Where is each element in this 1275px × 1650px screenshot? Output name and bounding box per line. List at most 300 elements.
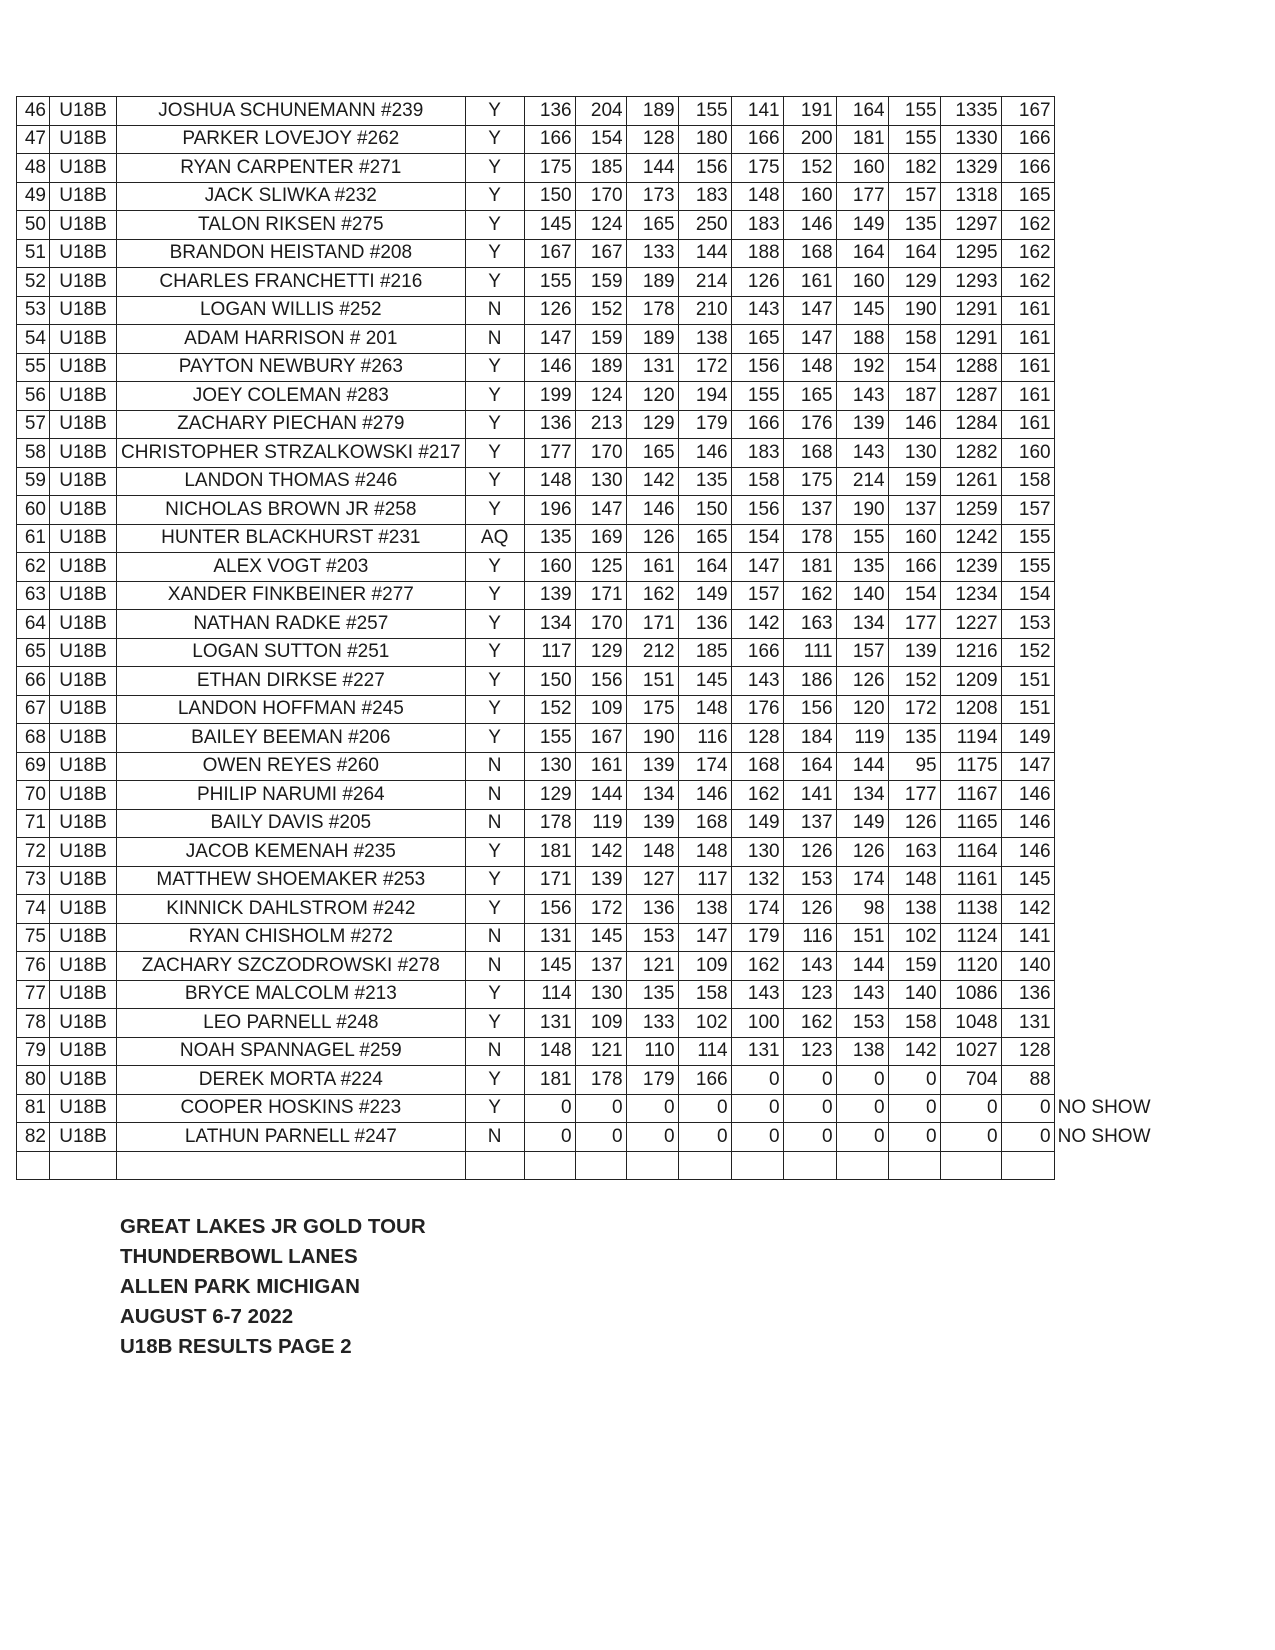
game-5-cell: 165 <box>731 325 783 354</box>
average-cell: 162 <box>1001 211 1054 240</box>
game-3-cell: 0 <box>626 1094 678 1123</box>
game-4-cell: 194 <box>678 382 731 411</box>
division-cell: U18B <box>50 923 117 952</box>
game-3-cell: 133 <box>626 1009 678 1038</box>
game-3-cell: 133 <box>626 239 678 268</box>
game-5-cell: 166 <box>731 410 783 439</box>
average-cell: 166 <box>1001 125 1054 154</box>
division-cell: U18B <box>50 980 117 1009</box>
game-5-cell: 158 <box>731 467 783 496</box>
game-8-cell <box>888 1151 940 1180</box>
game-7-cell: 143 <box>836 980 888 1009</box>
game-1-cell: 136 <box>524 97 575 126</box>
table-row <box>17 410 1165 439</box>
note-cell <box>1054 980 1164 1009</box>
status-cell: Y <box>465 638 524 667</box>
division-cell: U18B <box>50 610 117 639</box>
game-6-cell: 153 <box>783 866 836 895</box>
game-3-cell: 142 <box>626 467 678 496</box>
note-cell <box>1054 838 1164 867</box>
game-4-cell: 185 <box>678 638 731 667</box>
division-cell: U18B <box>50 239 117 268</box>
status-cell: Y <box>465 695 524 724</box>
place-cell: 78 <box>17 1009 50 1038</box>
status-cell: N <box>465 296 524 325</box>
game-2-cell <box>575 1151 626 1180</box>
game-1-cell: 155 <box>524 268 575 297</box>
note-cell <box>1054 1037 1164 1066</box>
game-4-cell: 102 <box>678 1009 731 1038</box>
division-cell: U18B <box>50 667 117 696</box>
game-4-cell: 146 <box>678 781 731 810</box>
place-cell: 66 <box>17 667 50 696</box>
game-2-cell: 169 <box>575 524 626 553</box>
bowler-name-cell: JOEY COLEMAN #283 <box>117 382 466 411</box>
average-cell: 151 <box>1001 695 1054 724</box>
note-cell <box>1054 752 1164 781</box>
game-5-cell: 149 <box>731 809 783 838</box>
total-pins-cell <box>940 1151 1001 1180</box>
place-cell: 73 <box>17 866 50 895</box>
game-4-cell: 117 <box>678 866 731 895</box>
game-8-cell: 182 <box>888 154 940 183</box>
game-3-cell: 173 <box>626 182 678 211</box>
game-5-cell: 142 <box>731 610 783 639</box>
game-5-cell: 156 <box>731 496 783 525</box>
game-6-cell: 168 <box>783 439 836 468</box>
game-1-cell: 145 <box>524 211 575 240</box>
game-8-cell: 0 <box>888 1066 940 1095</box>
bowler-name-cell: NATHAN RADKE #257 <box>117 610 466 639</box>
game-4-cell: 168 <box>678 809 731 838</box>
table-row <box>17 553 1165 582</box>
game-8-cell: 142 <box>888 1037 940 1066</box>
table-row <box>17 125 1165 154</box>
game-1-cell: 156 <box>524 895 575 924</box>
status-cell: Y <box>465 467 524 496</box>
game-8-cell: 130 <box>888 439 940 468</box>
total-pins-cell: 0 <box>940 1123 1001 1152</box>
game-5-cell: 141 <box>731 97 783 126</box>
total-pins-cell: 1086 <box>940 980 1001 1009</box>
note-cell <box>1054 581 1164 610</box>
total-pins-cell: 1120 <box>940 952 1001 981</box>
place-cell: 81 <box>17 1094 50 1123</box>
game-4-cell: 138 <box>678 895 731 924</box>
bowler-name-cell: OWEN REYES #260 <box>117 752 466 781</box>
game-3-cell: 144 <box>626 154 678 183</box>
place-cell: 65 <box>17 638 50 667</box>
game-7-cell: 0 <box>836 1094 888 1123</box>
game-4-cell: 180 <box>678 125 731 154</box>
game-2-cell: 185 <box>575 154 626 183</box>
game-4-cell <box>678 1151 731 1180</box>
game-7-cell: 214 <box>836 467 888 496</box>
game-6-cell: 164 <box>783 752 836 781</box>
table-row <box>17 895 1165 924</box>
status-cell: N <box>465 325 524 354</box>
total-pins-cell: 1330 <box>940 125 1001 154</box>
table-row <box>17 1009 1165 1038</box>
table-row <box>17 239 1165 268</box>
division-cell: U18B <box>50 695 117 724</box>
status-cell: Y <box>465 610 524 639</box>
division-cell: U18B <box>50 410 117 439</box>
status-cell: Y <box>465 553 524 582</box>
note-cell <box>1054 467 1164 496</box>
table-row <box>17 1066 1165 1095</box>
game-1-cell: 126 <box>524 296 575 325</box>
average-cell: 131 <box>1001 1009 1054 1038</box>
game-1-cell: 166 <box>524 125 575 154</box>
bowler-name-cell: LEO PARNELL #248 <box>117 1009 466 1038</box>
note-cell <box>1054 724 1164 753</box>
division-cell: U18B <box>50 467 117 496</box>
game-6-cell: 184 <box>783 724 836 753</box>
game-6-cell: 123 <box>783 980 836 1009</box>
average-cell: 152 <box>1001 638 1054 667</box>
game-3-cell: 121 <box>626 952 678 981</box>
bowler-name-cell: ZACHARY SZCZODROWSKI #278 <box>117 952 466 981</box>
note-cell <box>1054 781 1164 810</box>
bowler-name-cell <box>117 1151 466 1180</box>
average-cell: 154 <box>1001 581 1054 610</box>
table-row <box>17 581 1165 610</box>
game-8-cell: 177 <box>888 610 940 639</box>
game-2-cell: 156 <box>575 667 626 696</box>
table-row <box>17 610 1165 639</box>
game-2-cell: 167 <box>575 724 626 753</box>
note-cell <box>1054 895 1164 924</box>
division-cell: U18B <box>50 895 117 924</box>
game-5-cell: 183 <box>731 211 783 240</box>
note-cell <box>1054 866 1164 895</box>
game-6-cell: 181 <box>783 553 836 582</box>
table-row <box>17 211 1165 240</box>
place-cell: 54 <box>17 325 50 354</box>
game-8-cell: 164 <box>888 239 940 268</box>
status-cell: Y <box>465 439 524 468</box>
table-row <box>17 695 1165 724</box>
table-row <box>17 1151 1165 1180</box>
game-1-cell: 177 <box>524 439 575 468</box>
division-cell: U18B <box>50 1009 117 1038</box>
game-4-cell: 136 <box>678 610 731 639</box>
table-row <box>17 667 1165 696</box>
place-cell: 75 <box>17 923 50 952</box>
status-cell: Y <box>465 268 524 297</box>
place-cell: 69 <box>17 752 50 781</box>
table-row <box>17 439 1165 468</box>
game-4-cell: 172 <box>678 353 731 382</box>
division-cell: U18B <box>50 382 117 411</box>
note-cell <box>1054 496 1164 525</box>
table-row <box>17 866 1165 895</box>
average-cell: 162 <box>1001 268 1054 297</box>
game-2-cell: 121 <box>575 1037 626 1066</box>
total-pins-cell: 1261 <box>940 467 1001 496</box>
game-4-cell: 164 <box>678 553 731 582</box>
game-2-cell: 159 <box>575 268 626 297</box>
game-2-cell: 167 <box>575 239 626 268</box>
status-cell: Y <box>465 838 524 867</box>
average-cell: 161 <box>1001 353 1054 382</box>
game-8-cell: 0 <box>888 1094 940 1123</box>
game-3-cell: 189 <box>626 97 678 126</box>
division-cell <box>50 1151 117 1180</box>
bowler-name-cell: NICHOLAS BROWN JR #258 <box>117 496 466 525</box>
game-2-cell: 147 <box>575 496 626 525</box>
place-cell: 46 <box>17 97 50 126</box>
average-cell: 141 <box>1001 923 1054 952</box>
game-5-cell: 166 <box>731 125 783 154</box>
bowler-name-cell: BRYCE MALCOLM #213 <box>117 980 466 1009</box>
total-pins-cell: 1329 <box>940 154 1001 183</box>
total-pins-cell: 1335 <box>940 97 1001 126</box>
bowler-name-cell: ZACHARY PIECHAN #279 <box>117 410 466 439</box>
game-7-cell: 177 <box>836 182 888 211</box>
game-2-cell: 0 <box>575 1094 626 1123</box>
game-6-cell: 146 <box>783 211 836 240</box>
game-6-cell: 200 <box>783 125 836 154</box>
game-6-cell: 162 <box>783 581 836 610</box>
place-cell: 68 <box>17 724 50 753</box>
game-4-cell: 179 <box>678 410 731 439</box>
note-cell <box>1054 182 1164 211</box>
game-2-cell: 204 <box>575 97 626 126</box>
table-row <box>17 154 1165 183</box>
average-cell: 160 <box>1001 439 1054 468</box>
place-cell: 59 <box>17 467 50 496</box>
table-row <box>17 467 1165 496</box>
game-6-cell: 116 <box>783 923 836 952</box>
total-pins-cell: 1242 <box>940 524 1001 553</box>
game-8-cell: 148 <box>888 866 940 895</box>
status-cell: Y <box>465 1066 524 1095</box>
average-cell: 158 <box>1001 467 1054 496</box>
game-8-cell: 157 <box>888 182 940 211</box>
venue-location: ALLEN PARK MICHIGAN <box>120 1275 360 1298</box>
game-6-cell: 123 <box>783 1037 836 1066</box>
bowler-name-cell: ALEX VOGT #203 <box>117 553 466 582</box>
note-cell <box>1054 125 1164 154</box>
status-cell: Y <box>465 980 524 1009</box>
game-5-cell <box>731 1151 783 1180</box>
game-7-cell: 164 <box>836 97 888 126</box>
game-5-cell: 143 <box>731 667 783 696</box>
table-row <box>17 838 1165 867</box>
bowler-name-cell: CHARLES FRANCHETTI #216 <box>117 268 466 297</box>
game-5-cell: 0 <box>731 1123 783 1152</box>
note-cell <box>1054 353 1164 382</box>
game-3-cell: 129 <box>626 410 678 439</box>
game-4-cell: 148 <box>678 695 731 724</box>
game-7-cell: 190 <box>836 496 888 525</box>
bowler-name-cell: RYAN CHISHOLM #272 <box>117 923 466 952</box>
status-cell: Y <box>465 239 524 268</box>
game-4-cell: 183 <box>678 182 731 211</box>
game-5-cell: 166 <box>731 638 783 667</box>
game-1-cell: 147 <box>524 325 575 354</box>
game-2-cell: 213 <box>575 410 626 439</box>
game-2-cell: 124 <box>575 211 626 240</box>
game-2-cell: 189 <box>575 353 626 382</box>
bowler-name-cell: NOAH SPANNAGEL #259 <box>117 1037 466 1066</box>
status-cell: Y <box>465 154 524 183</box>
tour-name: GREAT LAKES JR GOLD TOUR <box>120 1215 426 1238</box>
game-4-cell: 0 <box>678 1094 731 1123</box>
game-7-cell: 188 <box>836 325 888 354</box>
division-cell: U18B <box>50 1066 117 1095</box>
game-5-cell: 157 <box>731 581 783 610</box>
average-cell: 161 <box>1001 382 1054 411</box>
game-1-cell: 146 <box>524 353 575 382</box>
game-5-cell: 155 <box>731 382 783 411</box>
division-cell: U18B <box>50 125 117 154</box>
total-pins-cell: 704 <box>940 1066 1001 1095</box>
division-cell: U18B <box>50 353 117 382</box>
game-3-cell: 162 <box>626 581 678 610</box>
game-8-cell: 177 <box>888 781 940 810</box>
game-6-cell: 126 <box>783 895 836 924</box>
division-cell: U18B <box>50 296 117 325</box>
game-7-cell: 181 <box>836 125 888 154</box>
bowler-name-cell: LANDON HOFFMAN #245 <box>117 695 466 724</box>
division-cell: U18B <box>50 154 117 183</box>
division-cell: U18B <box>50 496 117 525</box>
game-6-cell: 147 <box>783 296 836 325</box>
bowler-name-cell: ETHAN DIRKSE #227 <box>117 667 466 696</box>
bowler-name-cell: LOGAN WILLIS #252 <box>117 296 466 325</box>
game-6-cell: 176 <box>783 410 836 439</box>
game-8-cell: 0 <box>888 1123 940 1152</box>
game-3-cell: 139 <box>626 809 678 838</box>
total-pins-cell: 1167 <box>940 781 1001 810</box>
place-cell: 57 <box>17 410 50 439</box>
bowler-name-cell: KINNICK DAHLSTROM #242 <box>117 895 466 924</box>
average-cell: 155 <box>1001 524 1054 553</box>
game-8-cell: 158 <box>888 325 940 354</box>
game-2-cell: 130 <box>575 980 626 1009</box>
game-3-cell: 128 <box>626 125 678 154</box>
division-cell: U18B <box>50 211 117 240</box>
game-6-cell: 165 <box>783 382 836 411</box>
game-4-cell: 156 <box>678 154 731 183</box>
game-1-cell: 152 <box>524 695 575 724</box>
game-3-cell: 134 <box>626 781 678 810</box>
game-6-cell: 0 <box>783 1094 836 1123</box>
game-2-cell: 178 <box>575 1066 626 1095</box>
game-4-cell: 155 <box>678 97 731 126</box>
game-2-cell: 170 <box>575 610 626 639</box>
bowler-name-cell: DEREK MORTA #224 <box>117 1066 466 1095</box>
status-cell: N <box>465 952 524 981</box>
average-cell: 157 <box>1001 496 1054 525</box>
game-7-cell: 164 <box>836 239 888 268</box>
game-1-cell: 148 <box>524 467 575 496</box>
game-8-cell: 102 <box>888 923 940 952</box>
status-cell: Y <box>465 211 524 240</box>
status-cell: N <box>465 752 524 781</box>
place-cell: 51 <box>17 239 50 268</box>
status-cell: Y <box>465 667 524 696</box>
note-cell: NO SHOW <box>1057 1097 1151 1119</box>
game-6-cell: 143 <box>783 952 836 981</box>
status-cell: Y <box>465 353 524 382</box>
table-row <box>17 809 1165 838</box>
game-7-cell: 149 <box>836 211 888 240</box>
status-cell: Y <box>465 97 524 126</box>
game-7-cell: 139 <box>836 410 888 439</box>
division-cell: U18B <box>50 724 117 753</box>
game-2-cell: 109 <box>575 695 626 724</box>
note-cell <box>1054 296 1164 325</box>
average-cell: 145 <box>1001 866 1054 895</box>
division-cell: U18B <box>50 638 117 667</box>
average-cell: 161 <box>1001 325 1054 354</box>
total-pins-cell: 1164 <box>940 838 1001 867</box>
average-cell <box>1001 1151 1054 1180</box>
game-2-cell: 172 <box>575 895 626 924</box>
game-8-cell: 159 <box>888 467 940 496</box>
division-cell: U18B <box>50 781 117 810</box>
average-cell: 166 <box>1001 154 1054 183</box>
place-cell: 49 <box>17 182 50 211</box>
total-pins-cell: 1165 <box>940 809 1001 838</box>
table-row <box>17 524 1165 553</box>
game-7-cell: 144 <box>836 952 888 981</box>
game-2-cell: 161 <box>575 752 626 781</box>
game-8-cell: 140 <box>888 980 940 1009</box>
place-cell: 82 <box>17 1123 50 1152</box>
total-pins-cell: 1175 <box>940 752 1001 781</box>
total-pins-cell: 1239 <box>940 553 1001 582</box>
game-7-cell: 174 <box>836 866 888 895</box>
place-cell: 64 <box>17 610 50 639</box>
game-1-cell: 0 <box>524 1123 575 1152</box>
average-cell: 140 <box>1001 952 1054 981</box>
game-7-cell: 119 <box>836 724 888 753</box>
game-2-cell: 154 <box>575 125 626 154</box>
total-pins-cell: 1318 <box>940 182 1001 211</box>
game-8-cell: 135 <box>888 211 940 240</box>
game-6-cell: 168 <box>783 239 836 268</box>
note-cell <box>1054 695 1164 724</box>
game-1-cell: 0 <box>524 1094 575 1123</box>
game-8-cell: 159 <box>888 952 940 981</box>
game-8-cell: 190 <box>888 296 940 325</box>
game-4-cell: 158 <box>678 980 731 1009</box>
game-3-cell: 189 <box>626 268 678 297</box>
division-cell: U18B <box>50 439 117 468</box>
game-8-cell: 158 <box>888 1009 940 1038</box>
place-cell: 60 <box>17 496 50 525</box>
average-cell: 167 <box>1001 97 1054 126</box>
game-7-cell: 151 <box>836 923 888 952</box>
table-row <box>17 353 1165 382</box>
game-6-cell: 147 <box>783 325 836 354</box>
game-2-cell: 139 <box>575 866 626 895</box>
game-4-cell: 144 <box>678 239 731 268</box>
average-cell: 151 <box>1001 667 1054 696</box>
place-cell: 67 <box>17 695 50 724</box>
game-8-cell: 129 <box>888 268 940 297</box>
division-cell: U18B <box>50 809 117 838</box>
table-row <box>17 752 1165 781</box>
game-5-cell: 126 <box>731 268 783 297</box>
game-7-cell: 0 <box>836 1066 888 1095</box>
game-4-cell: 150 <box>678 496 731 525</box>
